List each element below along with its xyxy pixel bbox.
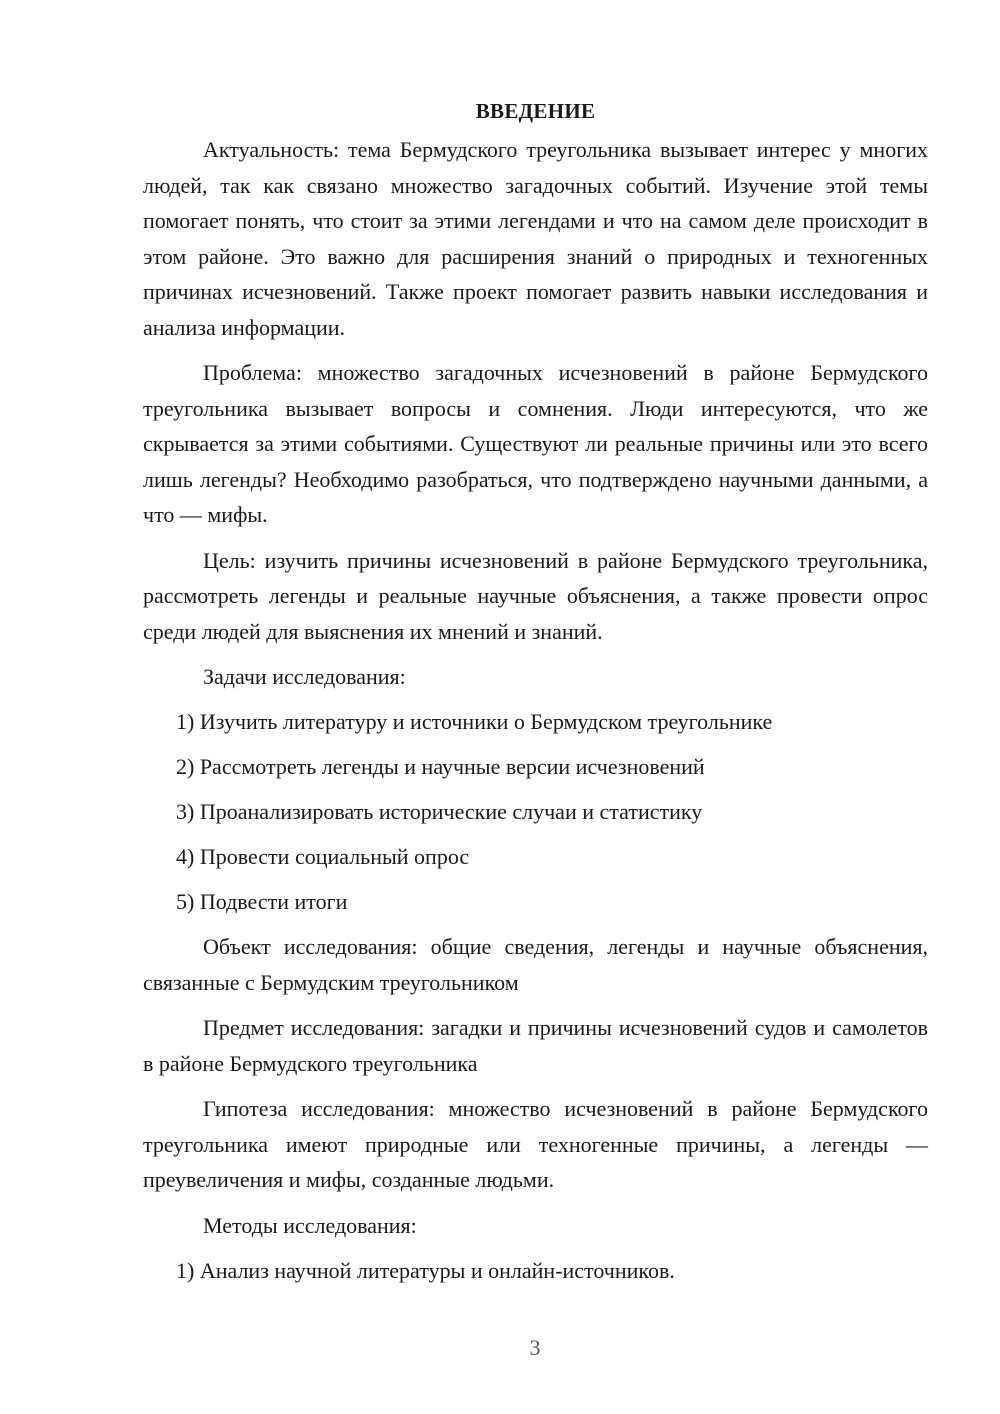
hypothesis-paragraph: Гипотеза исследования: множество исчезновений в районе Бермудского треугольника имеют природные или техногенные причины, а легенды — преувеличения и мифы, созданные людьми. <box>143 1096 928 1192</box>
task-item-2: 2) Рассмотреть легенды и научные версии исчезновений <box>176 754 705 779</box>
methods-label: Методы исследования: <box>203 1212 417 1238</box>
methods-list <box>143 1253 928 1288</box>
relevance-paragraph: Актуальность: тема Бермудского треугольника вызывает интерес у многих людей, так как связано множество загадочных событий. Изучение этой темы помогает понять, что стоит за этими легендами и что на самом деле происходит в этом районе. Это важно для расширения знаний о природных и техногенных причинах исчезновений. Также проект помогает развить навыки исследования и анализа информации. <box>143 137 928 340</box>
subject-paragraph: Предмет исследования: загадки и причины исчезновений судов и самолетов в районе Бермудского треугольника <box>143 1015 928 1076</box>
task-item-5: 5) Подвести итоги <box>176 889 348 914</box>
method-item-1: 1) Анализ научной литературы и онлайн-источников. <box>176 1257 675 1283</box>
tasks-label: Задачи исследования: <box>203 664 406 689</box>
problem-paragraph: Проблема: множество загадочных исчезновений в районе Бермудского треугольника вызывает вопросы и сомнения. Люди интересуются, что же скрывается за этими событиями. Существуют ли реальные причины или это всего лишь легенды? Необходимо разобраться, что подтверждено научными данными, а что — мифы. <box>143 360 928 527</box>
task-item-1: 1) Изучить литературу и источники о Бермудском треугольнике <box>176 709 773 734</box>
task-item-3: 3) Проанализировать исторические случаи и статистику <box>176 799 703 824</box>
document-page <box>143 96 928 1298</box>
goal-paragraph: Цель: изучить причины исчезновений в районе Бермудского треугольника, рассмотреть легенды и реальные научные объяснения, а также провести опрос среди людей для выяснения их мнений и знаний. <box>143 547 928 644</box>
task-item-4: 4) Провести социальный опрос <box>176 844 470 869</box>
object-paragraph: Объект исследования: общие сведения, легенды и научные объяснения, связанные с Бермудским треугольником <box>143 934 928 995</box>
page-number: 3 <box>529 1335 541 1360</box>
tasks-list <box>143 704 928 919</box>
section-title: ВВЕДЕНИЕ <box>475 99 596 123</box>
